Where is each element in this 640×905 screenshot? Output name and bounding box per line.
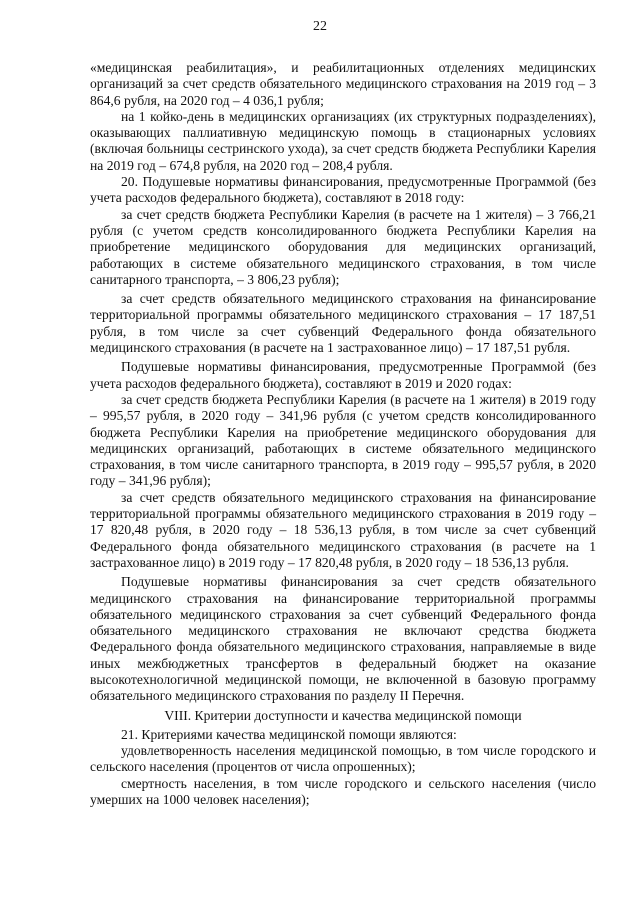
paragraph-3: 20. Подушевые нормативы финансирования, предусмотренные Программой (без учета расходов федерального бюджета), составляют в 2018 году: [90, 174, 596, 206]
paragraph-7: за счет средств бюджета Республики Карелия (в расчете на 1 жителя) в 2019 году – 995,57 рубля, в 2020 году – 341,96 рубля (с учетом средств консолидированного бюджета Республики Карелия на приобретение медицинского оборудования для медицинских организаций, работающих в системе обязательного медицинского страхования, в том числе санитарного транспорта, в 2019 году – 995,57 рубля, в 2020 году – 341,96 рубля); [90, 391, 596, 489]
paragraph-5: за счет средств обязательного медицинского страхования на финансирование территориальной программы обязательного медицинского страхования – 17 187,51 рубля, в том числе за счет субвенций Федерального фонда обязательного медицинского страхования (в расчете на 1 застрахованное лицо) – 17 187,51 рубля. [90, 291, 596, 356]
section-title: VIII. Критерии доступности и качества медицинской помощи [164, 707, 522, 723]
paragraph-4: за счет средств бюджета Республики Карелия (в расчете на 1 жителя) – 3 766,21 рубля (с учетом средств консолидированного бюджета Республики Карелия на приобретение медицинского оборудования для медицинских организаций, работающих в системе обязательного медицинского страхования, в том числе санитарного транспорта, – 3 806,23 рубля); [90, 206, 596, 287]
document-body [90, 60, 596, 808]
paragraph-11: удовлетворенность населения медицинской помощью, в том числе городского и сельского населения (процентов от числа опрошенных); [90, 743, 596, 775]
paragraph-10: 21. Критериями качества медицинской помощи являются: [121, 726, 457, 742]
paragraph-9: Подушевые нормативы финансирования за счет средств обязательного медицинского страхования на финансирование территориальной программы обязательного медицинского страхования за счет субвенций Федерального фонда обязательного медицинского страхования не включают средства бюджета Федерального фонда обязательного медицинского страхования, направляемые в виде иных межбюджетных трансфертов в федеральный бюджет на оказание высокотехнологичной медицинской помощи, не включенной в базовую программу обязательного медицинского страхования по разделу II Перечня. [90, 574, 596, 704]
paragraph-8: за счет средств обязательного медицинского страхования на финансирование территориальной программы обязательного медицинского страхования в 2019 году – 17 820,48 рубля, в 2020 году – 18 536,13 рубля, в том числе за счет субвенций Федерального фонда обязательного медицинского страхования (в расчете на 1 застрахованное лицо) в 2019 году – 17 820,48 рубля, в 2020 году – 18 536,13 рубля. [90, 489, 596, 570]
paragraph-2: на 1 койко-день в медицинских организациях (их структурных подразделениях), оказывающих паллиативную медицинскую помощь в стационарных условиях (включая больницы сестринского ухода), за счет средств бюджета Республики Карелия на 2019 год – 674,8 рубля, на 2020 год – 208,4 рубля. [90, 108, 596, 173]
paragraph-1: «медицинская реабилитация», и реабилитационных отделениях медицинских организаций за счет средств обязательного медицинского страхования на 2019 год – 3 864,6 рубля, на 2020 год – 4 036,1 рубля; [90, 60, 596, 108]
paragraph-12: смертность населения, в том числе городского и сельского населения (число умерших на 1000 человек населения); [90, 775, 596, 808]
paragraph-6: Подушевые нормативы финансирования, предусмотренные Программой (без учета расходов федерального бюджета), составляют в 2019 и 2020 годах: [90, 359, 596, 391]
page-number: 22 [313, 19, 327, 34]
